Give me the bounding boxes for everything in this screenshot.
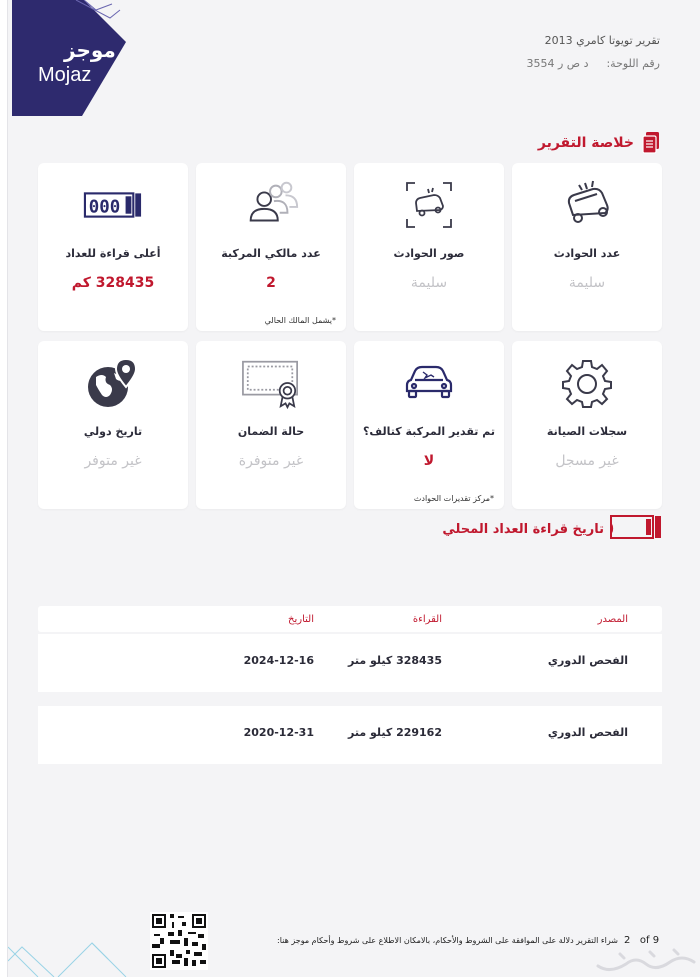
card-value: لا — [423, 453, 435, 469]
report-header — [526, 34, 660, 70]
card-highest-odometer — [38, 163, 188, 331]
card-value: 2 — [266, 275, 276, 291]
owners-icon — [241, 177, 301, 233]
document-icon — [642, 132, 660, 154]
card-label: حالة الضمان — [237, 425, 305, 438]
footer-terms-text: شراء التقرير دلالة على الموافقة على الشروط والأحكام، بالامكان الاطلاع على شروط وأحكام موجز هنا: — [277, 936, 618, 945]
card-total-loss — [354, 341, 504, 509]
logo-arabic-text: موجز — [64, 38, 116, 62]
row-source: الفحص الدوري — [547, 726, 628, 739]
card-label: صور الحوادث — [393, 247, 465, 260]
card-note: *مركز تقديرات الحوادث — [413, 494, 494, 503]
card-owners-count — [196, 163, 346, 331]
globe-pin-icon — [83, 355, 143, 411]
mojaz-logo — [12, 0, 130, 118]
certificate-icon — [241, 355, 301, 411]
odometer-icon — [610, 514, 662, 544]
odometer-table-header — [38, 606, 662, 632]
qr-code-icon[interactable] — [150, 912, 208, 970]
watermark-logo-icon — [590, 944, 700, 977]
odometer-history-title-text: تاريخ قراءة العداد المحلي — [442, 521, 604, 537]
header-source: المصدر — [597, 614, 628, 625]
header-reading: القراءة — [412, 614, 442, 625]
card-value: 328435 كم — [71, 275, 155, 291]
svg-text:000: 000 — [88, 197, 121, 218]
footer-decoration — [8, 917, 138, 977]
summary-title: خلاصة التقرير — [537, 135, 634, 151]
row-date: 2024-12-16 — [243, 654, 314, 667]
card-value: غير متوفرة — [238, 453, 304, 469]
header-date: التاريخ — [288, 614, 314, 625]
page-current: 2 — [624, 935, 631, 946]
plate-row — [526, 57, 660, 70]
row-reading: 328435 كيلو متر — [347, 654, 442, 667]
row-source: الفحص الدوري — [547, 654, 628, 667]
row-reading: 229162 كيلو متر — [347, 726, 442, 739]
card-value: سليمة — [410, 275, 448, 291]
table-row — [38, 706, 662, 764]
logo-english-text: Mojaz — [38, 64, 92, 86]
card-accident-photos — [354, 163, 504, 331]
report-title: تقرير تويوتا كامري 2013 — [544, 34, 660, 47]
card-note: *يشمل المالك الحالي — [264, 316, 336, 325]
plate-label: رقم اللوحة: — [606, 57, 660, 70]
card-accident-count — [512, 163, 662, 331]
plate-value: د ص ر 3554 — [526, 57, 589, 70]
card-international-history — [38, 341, 188, 509]
card-label: عدد مالكي المركبة — [221, 247, 321, 260]
card-value: غير متوفر — [84, 453, 142, 469]
crashed-car-icon — [557, 177, 617, 233]
accident-photo-icon — [399, 177, 459, 233]
row-date: 2020-12-31 — [243, 726, 314, 739]
card-label: تم تقدير المركبة كتالف؟ — [363, 425, 495, 438]
summary-section-title — [538, 132, 660, 154]
odometer-digits — [610, 520, 614, 538]
card-label: عدد الحوادث — [553, 247, 621, 260]
card-label: سجلات الصيانة — [546, 425, 628, 438]
card-warranty-status — [196, 341, 346, 509]
table-row — [38, 634, 662, 692]
odometer-icon — [83, 177, 143, 233]
page-left-edge — [0, 0, 8, 977]
card-value: غير مسجل — [555, 453, 619, 469]
card-value: سليمة — [568, 275, 606, 291]
gear-icon — [557, 355, 617, 411]
card-label: أعلى قراءة للعداد — [65, 247, 161, 260]
odometer-history-title — [442, 514, 662, 544]
card-maintenance-records — [512, 341, 662, 509]
damaged-car-icon — [399, 355, 459, 411]
page-total: of 9 — [639, 935, 660, 946]
card-label: تاريخ دولي — [83, 425, 143, 438]
